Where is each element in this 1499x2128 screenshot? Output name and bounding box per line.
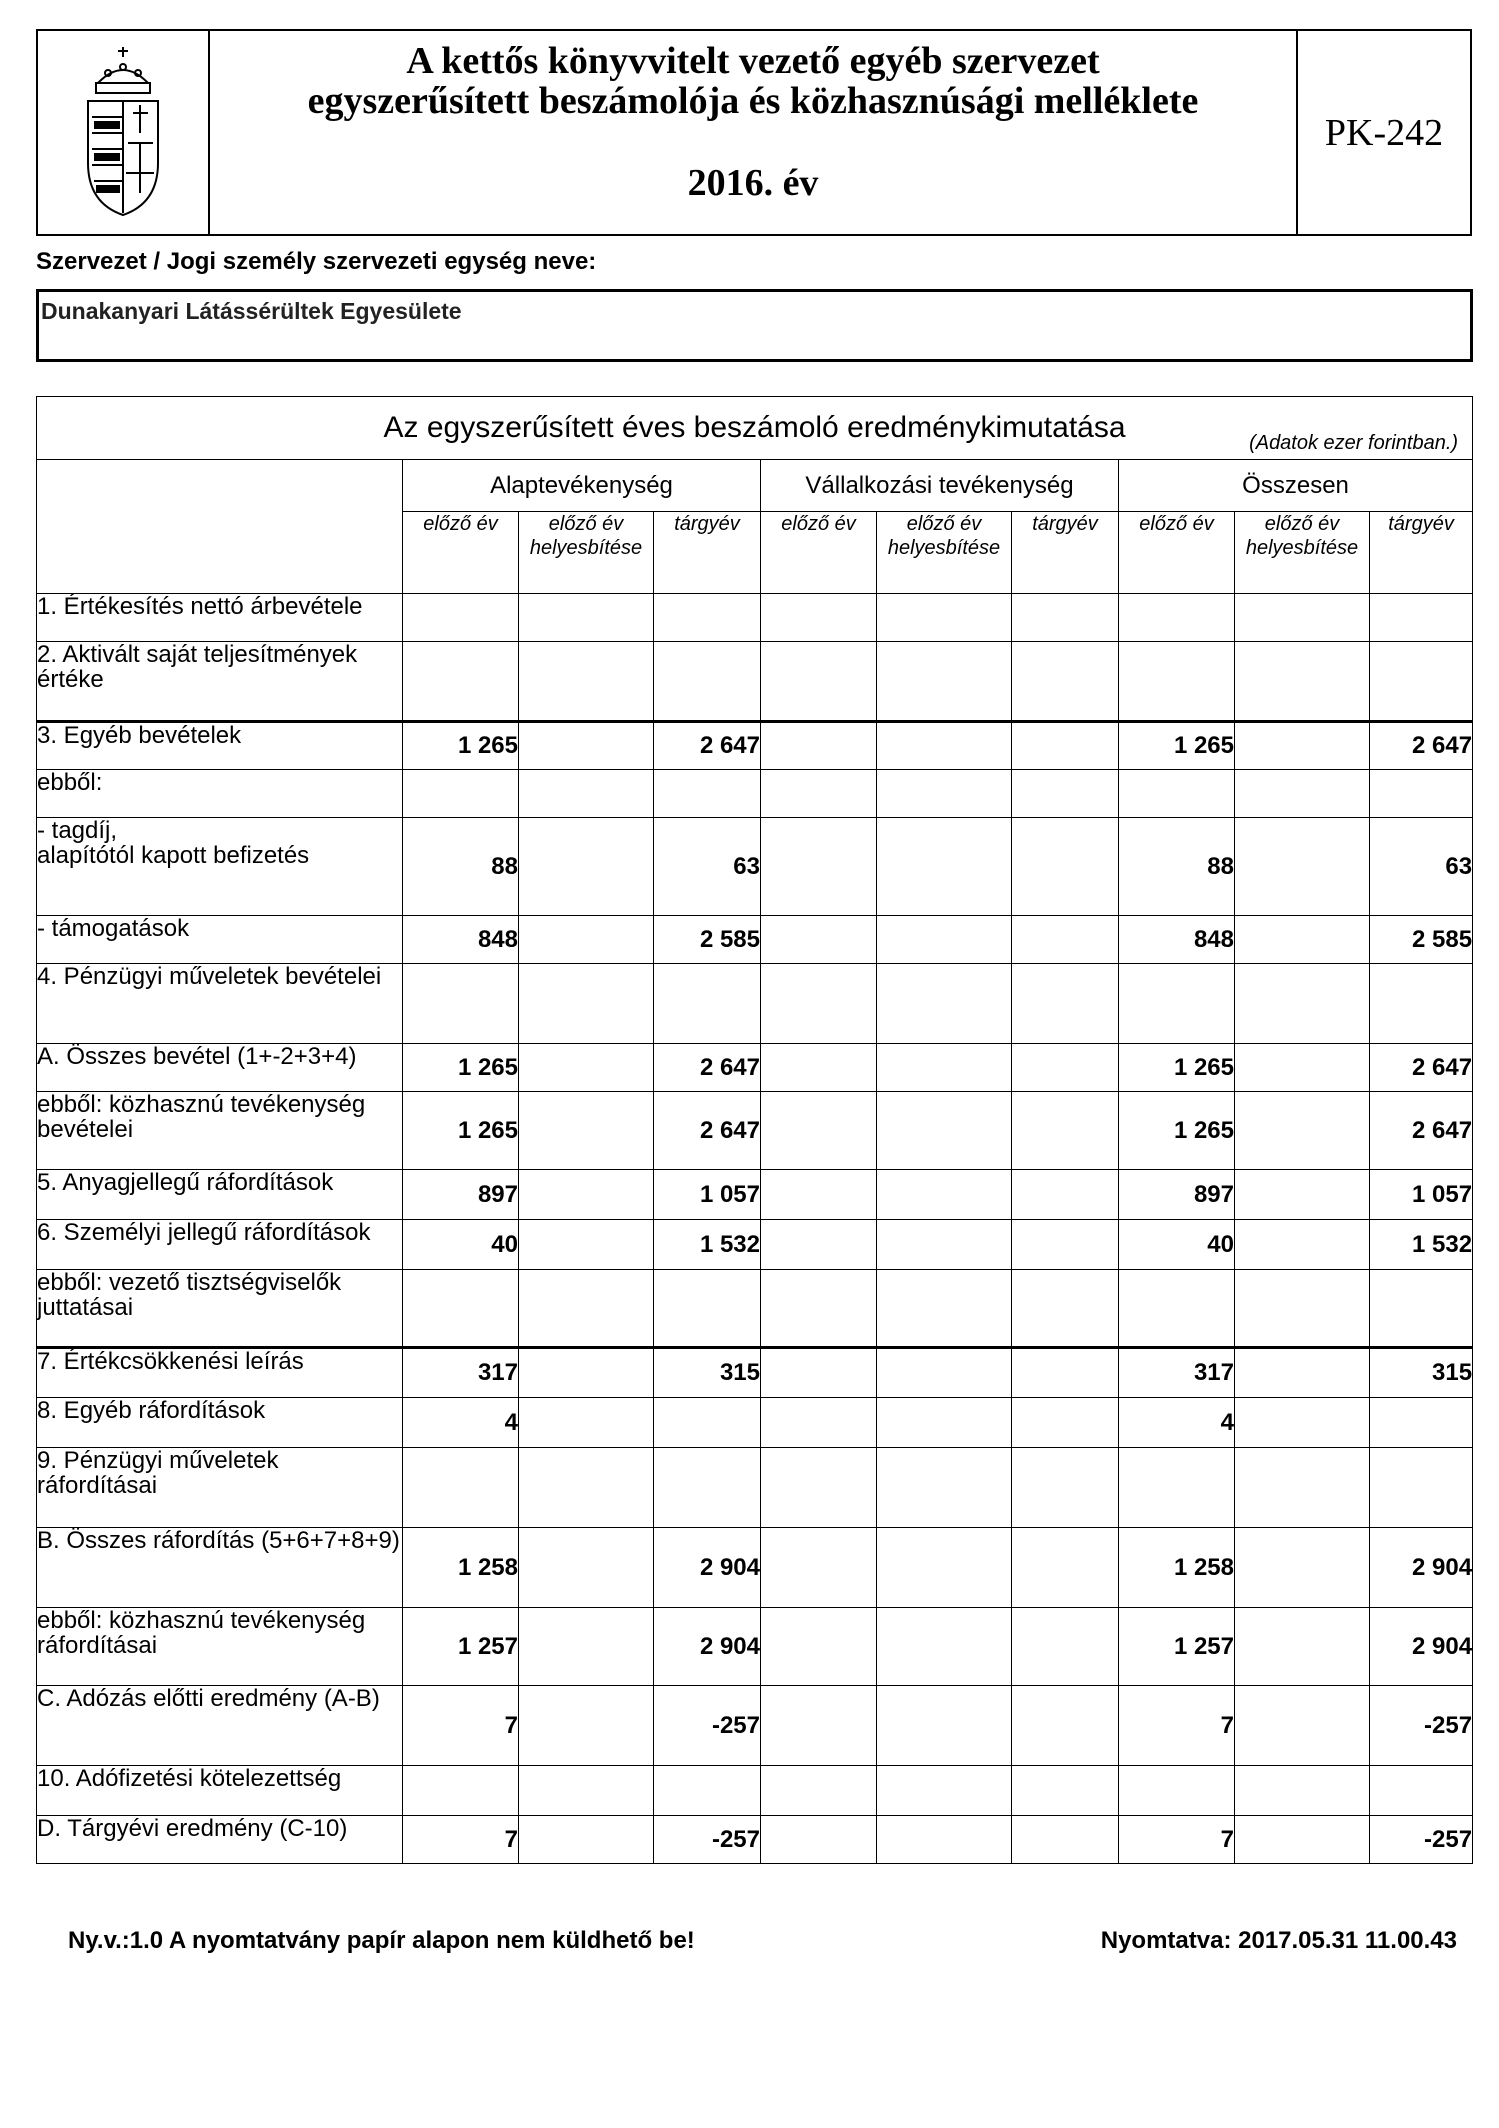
- column-subheader: tárgyév: [654, 512, 761, 594]
- organization-label: Szervezet / Jogi személy szervezeti egység neve:: [36, 248, 597, 275]
- table-row: [37, 1608, 1473, 1686]
- value-cell: 2 904: [654, 1608, 761, 1686]
- value-cell: [519, 1270, 654, 1348]
- value-cell: [519, 1170, 654, 1220]
- value-cell: [761, 1044, 877, 1092]
- value-cell: [761, 770, 877, 818]
- table-row: [37, 1044, 1473, 1092]
- value-cell: [1012, 818, 1119, 916]
- value-cell: [1012, 722, 1119, 770]
- value-cell: [1012, 770, 1119, 818]
- value-cell: [877, 1448, 1012, 1528]
- column-subheader: előző év helyesbítése: [1235, 512, 1370, 594]
- value-cell: [877, 1348, 1012, 1398]
- column-subheader: előző év helyesbítése: [519, 512, 654, 594]
- value-cell: [761, 1220, 877, 1270]
- value-cell: 1 265: [1119, 722, 1235, 770]
- value-cell: [761, 1816, 877, 1864]
- form-code: PK-242: [1324, 111, 1444, 154]
- value-cell: 1 265: [1119, 1092, 1235, 1170]
- value-cell: [519, 1044, 654, 1092]
- value-cell: -257: [654, 1816, 761, 1864]
- table-row: [37, 1528, 1473, 1608]
- value-cell: 2 585: [654, 916, 761, 964]
- value-cell: [1012, 1608, 1119, 1686]
- value-cell: [1012, 1348, 1119, 1398]
- value-cell: [519, 1766, 654, 1816]
- row-label: - támogatások: [37, 916, 403, 964]
- value-cell: 315: [1370, 1348, 1473, 1398]
- row-label: 4. Pénzügyi műveletek bevételei: [37, 964, 403, 1044]
- table-row: [37, 642, 1473, 722]
- value-cell: 1 265: [403, 722, 519, 770]
- value-cell: [519, 1816, 654, 1864]
- value-cell: [761, 964, 877, 1044]
- value-cell: 1 258: [403, 1528, 519, 1608]
- coat-of-arms-logo: [38, 31, 210, 234]
- value-cell: [519, 1608, 654, 1686]
- value-cell: [654, 964, 761, 1044]
- table-row: [37, 770, 1473, 818]
- value-cell: [654, 642, 761, 722]
- table-row: [37, 1766, 1473, 1816]
- table-row: [37, 1448, 1473, 1528]
- value-cell: [1370, 1766, 1473, 1816]
- value-cell: 1 257: [1119, 1608, 1235, 1686]
- row-label: 2. Aktivált saját teljesítmények értéke: [37, 642, 403, 722]
- row-label: - tagdíj, alapítótól kapott befizetés: [37, 818, 403, 916]
- value-cell: [403, 1270, 519, 1348]
- value-cell: 897: [1119, 1170, 1235, 1220]
- value-cell: [519, 1398, 654, 1448]
- value-cell: [877, 1092, 1012, 1170]
- report-year: 2016. év: [687, 162, 819, 204]
- value-cell: 317: [1119, 1348, 1235, 1398]
- column-subheader: előző év: [403, 512, 519, 594]
- value-cell: [877, 1608, 1012, 1686]
- value-cell: [1012, 964, 1119, 1044]
- value-cell: [877, 722, 1012, 770]
- column-subheader: előző év: [1119, 512, 1235, 594]
- value-cell: 2 904: [654, 1528, 761, 1608]
- value-cell: [519, 1348, 654, 1398]
- value-cell: [1370, 594, 1473, 642]
- value-cell: [1012, 1766, 1119, 1816]
- value-cell: 7: [403, 1816, 519, 1864]
- value-cell: 63: [1370, 818, 1473, 916]
- row-label: 6. Személyi jellegű ráfordítások: [37, 1220, 403, 1270]
- value-cell: [1012, 1220, 1119, 1270]
- value-cell: 2 904: [1370, 1528, 1473, 1608]
- value-cell: [877, 818, 1012, 916]
- value-cell: [519, 1220, 654, 1270]
- organization-name: Dunakanyari Látássérültek Egyesülete: [41, 298, 462, 324]
- value-cell: 4: [403, 1398, 519, 1448]
- value-cell: [403, 594, 519, 642]
- value-cell: [761, 1398, 877, 1448]
- value-cell: [761, 642, 877, 722]
- table-row: [37, 1220, 1473, 1270]
- value-cell: [654, 1398, 761, 1448]
- value-cell: [1012, 1448, 1119, 1528]
- value-cell: [519, 1092, 654, 1170]
- value-cell: [1235, 1044, 1370, 1092]
- group-header: Vállalkozási tevékenység: [761, 460, 1119, 512]
- value-cell: 1 257: [403, 1608, 519, 1686]
- value-cell: [1235, 1686, 1370, 1766]
- row-label: 3. Egyéb bevételek: [37, 722, 403, 770]
- group-header: Összesen: [1119, 460, 1473, 512]
- value-cell: [519, 770, 654, 818]
- table-row: [37, 916, 1473, 964]
- value-cell: [1370, 642, 1473, 722]
- value-cell: [761, 1766, 877, 1816]
- value-cell: [1012, 1686, 1119, 1766]
- value-cell: [1235, 1816, 1370, 1864]
- row-label: B. Összes ráfordítás (5+6+7+8+9): [37, 1528, 403, 1608]
- value-cell: [877, 964, 1012, 1044]
- value-cell: 2 647: [1370, 1044, 1473, 1092]
- value-cell: [1012, 1092, 1119, 1170]
- value-cell: [1235, 594, 1370, 642]
- table-row: [37, 1270, 1473, 1348]
- value-cell: [1119, 964, 1235, 1044]
- value-cell: [654, 1270, 761, 1348]
- value-cell: 7: [1119, 1686, 1235, 1766]
- value-cell: 2 647: [1370, 1092, 1473, 1170]
- value-cell: [761, 1686, 877, 1766]
- value-cell: [654, 1766, 761, 1816]
- value-cell: [877, 594, 1012, 642]
- value-cell: [1370, 770, 1473, 818]
- value-cell: [1012, 594, 1119, 642]
- value-cell: [877, 1528, 1012, 1608]
- value-cell: 1 532: [1370, 1220, 1473, 1270]
- value-cell: [1012, 1816, 1119, 1864]
- row-label: D. Tárgyévi eredmény (C-10): [37, 1816, 403, 1864]
- value-cell: [1012, 1044, 1119, 1092]
- value-cell: [519, 964, 654, 1044]
- row-label: ebből:: [37, 770, 403, 818]
- value-cell: 315: [654, 1348, 761, 1398]
- value-cell: [1012, 1270, 1119, 1348]
- unit-note: (Adatok ezer forintban.): [1249, 432, 1459, 454]
- value-cell: [877, 916, 1012, 964]
- value-cell: 4: [1119, 1398, 1235, 1448]
- value-cell: 2 647: [1370, 722, 1473, 770]
- value-cell: [654, 770, 761, 818]
- row-label: 8. Egyéb ráfordítások: [37, 1398, 403, 1448]
- value-cell: [761, 818, 877, 916]
- value-cell: [1235, 818, 1370, 916]
- value-cell: [1119, 1448, 1235, 1528]
- value-cell: 1 057: [1370, 1170, 1473, 1220]
- value-cell: [877, 1044, 1012, 1092]
- value-cell: [1012, 916, 1119, 964]
- value-cell: [877, 1686, 1012, 1766]
- row-label: ebből: vezető tisztségviselők juttatásai: [37, 1270, 403, 1348]
- row-label: ebből: közhasznú tevékenység bevételei: [37, 1092, 403, 1170]
- table-title: Az egyszerűsített éves beszámoló eredménykimutatása: [383, 411, 1126, 444]
- value-cell: 317: [403, 1348, 519, 1398]
- value-cell: 897: [403, 1170, 519, 1220]
- value-cell: [519, 1448, 654, 1528]
- value-cell: [1370, 1398, 1473, 1448]
- value-cell: 40: [1119, 1220, 1235, 1270]
- value-cell: [519, 916, 654, 964]
- value-cell: 1 532: [654, 1220, 761, 1270]
- value-cell: -257: [1370, 1816, 1473, 1864]
- value-cell: [761, 916, 877, 964]
- value-cell: [877, 1816, 1012, 1864]
- value-cell: [1235, 1220, 1370, 1270]
- table-row: [37, 1398, 1473, 1448]
- table-row: [37, 1092, 1473, 1170]
- value-cell: [1119, 594, 1235, 642]
- value-cell: [761, 1270, 877, 1348]
- value-cell: [1235, 1528, 1370, 1608]
- table-row: [37, 1686, 1473, 1766]
- title-line-1: A kettős könyvvitelt vezető egyéb szervezet: [406, 40, 1100, 82]
- value-cell: [1235, 1448, 1370, 1528]
- table-row: [37, 964, 1473, 1044]
- value-cell: [654, 1448, 761, 1528]
- value-cell: [519, 818, 654, 916]
- value-cell: [1012, 1170, 1119, 1220]
- value-cell: 2 904: [1370, 1608, 1473, 1686]
- value-cell: [519, 1686, 654, 1766]
- value-cell: 88: [1119, 818, 1235, 916]
- value-cell: 2 585: [1370, 916, 1473, 964]
- value-cell: [1012, 1398, 1119, 1448]
- value-cell: [1235, 1170, 1370, 1220]
- value-cell: 40: [403, 1220, 519, 1270]
- header-blank-cell: [37, 460, 403, 594]
- value-cell: [1235, 916, 1370, 964]
- value-cell: [654, 594, 761, 642]
- income-statement: [36, 396, 1472, 1864]
- value-cell: [1370, 964, 1473, 1044]
- value-cell: [761, 1348, 877, 1398]
- value-cell: 88: [403, 818, 519, 916]
- value-cell: [1235, 1766, 1370, 1816]
- value-cell: 1 265: [1119, 1044, 1235, 1092]
- coat-of-arms-icon: [78, 43, 168, 223]
- row-label: A. Összes bevétel (1+-2+3+4): [37, 1044, 403, 1092]
- value-cell: -257: [1370, 1686, 1473, 1766]
- value-cell: [1235, 1348, 1370, 1398]
- footer-print-date: Nyomtatva: 2017.05.31 11.00.43: [1100, 1927, 1457, 1954]
- value-cell: [877, 1766, 1012, 1816]
- value-cell: [1370, 1448, 1473, 1528]
- value-cell: [403, 1766, 519, 1816]
- value-cell: [1235, 770, 1370, 818]
- value-cell: 1 265: [403, 1092, 519, 1170]
- value-cell: 2 647: [654, 722, 761, 770]
- value-cell: [519, 722, 654, 770]
- column-subheader: tárgyév: [1370, 512, 1473, 594]
- value-cell: [761, 1170, 877, 1220]
- value-cell: [1012, 642, 1119, 722]
- value-cell: [877, 1398, 1012, 1448]
- value-cell: [1235, 722, 1370, 770]
- value-cell: 1 057: [654, 1170, 761, 1220]
- row-label: C. Adózás előtti eredmény (A-B): [37, 1686, 403, 1766]
- table-row: [37, 1348, 1473, 1398]
- column-subheader: előző év: [761, 512, 877, 594]
- group-header: Alaptevékenység: [403, 460, 761, 512]
- value-cell: -257: [654, 1686, 761, 1766]
- column-subheader: előző év helyesbítése: [877, 512, 1012, 594]
- value-cell: [761, 1608, 877, 1686]
- value-cell: [761, 1092, 877, 1170]
- row-label: ebből: közhasznú tevékenység ráfordításai: [37, 1608, 403, 1686]
- value-cell: 2 647: [654, 1044, 761, 1092]
- value-cell: 63: [654, 818, 761, 916]
- value-cell: [877, 1270, 1012, 1348]
- value-cell: [403, 964, 519, 1044]
- value-cell: [1119, 770, 1235, 818]
- value-cell: [1370, 1270, 1473, 1348]
- organization-name-field[interactable]: [36, 289, 1473, 362]
- value-cell: [519, 1528, 654, 1608]
- value-cell: [877, 642, 1012, 722]
- value-cell: [519, 642, 654, 722]
- value-cell: [761, 1528, 877, 1608]
- value-cell: [1235, 1398, 1370, 1448]
- form-header: [36, 29, 1472, 236]
- value-cell: [761, 1448, 877, 1528]
- value-cell: [1235, 642, 1370, 722]
- value-cell: [403, 642, 519, 722]
- value-cell: 848: [1119, 916, 1235, 964]
- table-row: [37, 818, 1473, 916]
- value-cell: [403, 1448, 519, 1528]
- row-label: 10. Adófizetési kötelezettség: [37, 1766, 403, 1816]
- value-cell: [1235, 964, 1370, 1044]
- value-cell: [403, 770, 519, 818]
- value-cell: 2 647: [654, 1092, 761, 1170]
- value-cell: 7: [403, 1686, 519, 1766]
- table-row: [37, 722, 1473, 770]
- table-row: [37, 1170, 1473, 1220]
- footer-version-note: Ny.v.:1.0 A nyomtatvány papír alapon nem küldhető be!: [68, 1927, 695, 1954]
- value-cell: [877, 1220, 1012, 1270]
- value-cell: [519, 594, 654, 642]
- value-cell: [761, 722, 877, 770]
- value-cell: [1012, 1528, 1119, 1608]
- table-row: [37, 1816, 1473, 1864]
- value-cell: [877, 1170, 1012, 1220]
- row-label: 5. Anyagjellegű ráfordítások: [37, 1170, 403, 1220]
- value-cell: 7: [1119, 1816, 1235, 1864]
- value-cell: [877, 770, 1012, 818]
- value-cell: [1235, 1608, 1370, 1686]
- table-row: [37, 594, 1473, 642]
- row-label: 1. Értékesítés nettó árbevétele: [37, 594, 403, 642]
- value-cell: 1 258: [1119, 1528, 1235, 1608]
- value-cell: [1235, 1270, 1370, 1348]
- value-cell: [1235, 1092, 1370, 1170]
- value-cell: 848: [403, 916, 519, 964]
- value-cell: [1119, 642, 1235, 722]
- row-label: 9. Pénzügyi műveletek ráfordításai: [37, 1448, 403, 1528]
- column-subheader: tárgyév: [1012, 512, 1119, 594]
- value-cell: 1 265: [403, 1044, 519, 1092]
- value-cell: [761, 594, 877, 642]
- form-title: [210, 31, 1298, 234]
- value-cell: [1119, 1270, 1235, 1348]
- table-title-cell: [37, 397, 1473, 460]
- value-cell: [1119, 1766, 1235, 1816]
- income-statement-table: [36, 396, 1473, 1864]
- row-label: 7. Értékcsökkenési leírás: [37, 1348, 403, 1398]
- title-line-2: egyszerűsített beszámolója és közhasznúsági melléklete: [307, 80, 1199, 122]
